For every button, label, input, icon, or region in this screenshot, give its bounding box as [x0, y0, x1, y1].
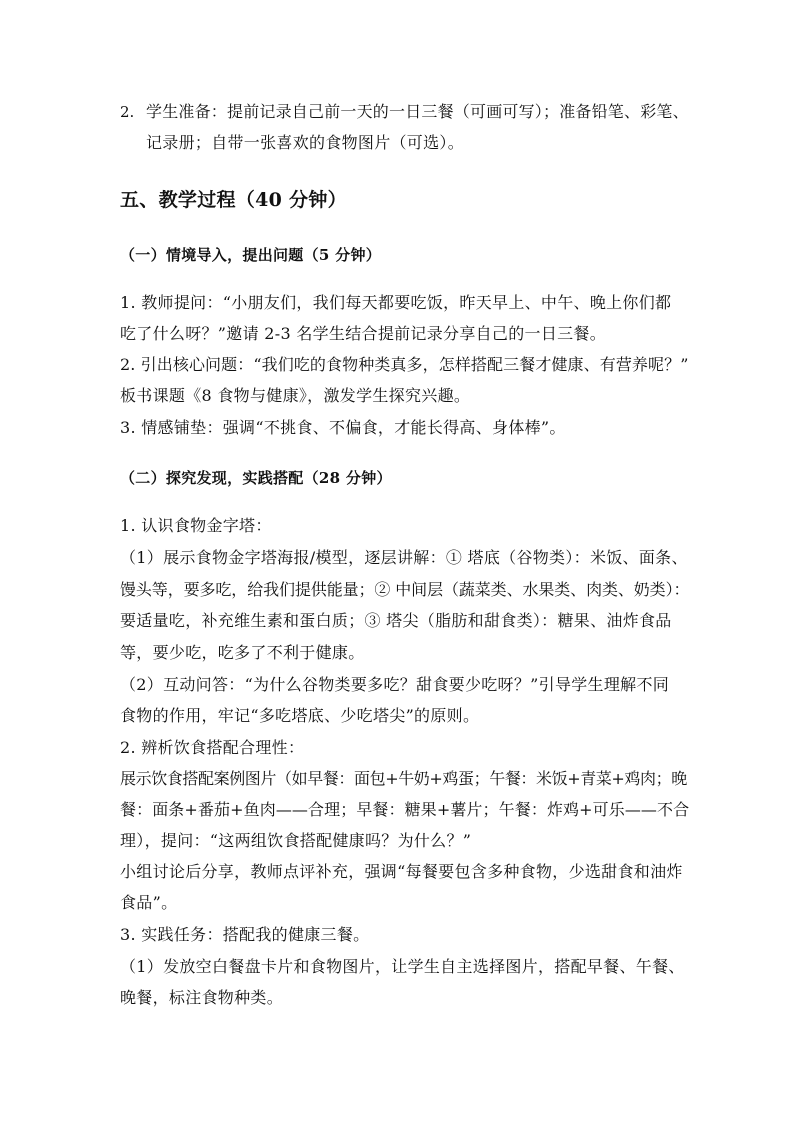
part2-line: 2. 辨析饮食搭配合理性：	[120, 738, 305, 757]
part1-line: 板书课题《8 食物与健康》，激发学生探究兴趣。	[120, 386, 471, 405]
part2-line: （1）发放空白餐盘卡片和食物图片，让学生自主选择图片，搭配早餐、午餐、	[120, 957, 685, 976]
prep-line-2: 记录册；自带一张喜欢的食物图片（可选）。	[146, 133, 465, 152]
part2-line: 晚餐，标注食物种类。	[120, 988, 284, 1007]
part2-heading: （二）探究发现，实践搭配（28 分钟）	[120, 469, 392, 487]
part2-line: 小组讨论后分享，教师点评补充，强调“每餐要包含多种食物，少选甜食和油炸	[120, 862, 683, 881]
part2-line: 馒头等，要多吃，给我们提供能量；② 中间层（蔬菜类、水果类、肉类、奶类）：	[120, 580, 690, 599]
part2-line: 理），提问：“这两组饮食搭配健康吗？为什么？”	[120, 831, 472, 850]
part2-line: （2）互动问答：“为什么谷物类要多吃？甜食要少吃呀？”引导学生理解不同	[120, 675, 670, 694]
part2-line: 餐：面条+番茄+鱼肉——合理；早餐：糖果+薯片；午餐：炸鸡+可乐——不合	[120, 800, 690, 819]
prep-line-1: 学生准备：提前记录自己前一天的一日三餐（可画可写）；准备铅笔、彩笔、	[146, 102, 689, 121]
part2-line: 要适量吃，补充维生素和蛋白质；③ 塔尖（脂肪和甜食类）：糖果、油炸食品	[120, 611, 672, 630]
part2-line: 3. 实践任务：搭配我的健康三餐。	[120, 925, 370, 944]
prep-item-number: 2.	[120, 103, 135, 121]
part2-line: 等，要少吃，吃多了不利于健康。	[120, 643, 365, 662]
part2-line: 展示饮食搭配案例图片（如早餐：面包+牛奶+鸡蛋；午餐：米饭+青菜+鸡肉；晚	[120, 769, 687, 788]
part1-line: 3. 情感铺垫：强调“不挑食、不偏食，才能长得高、身体棒”。	[120, 418, 566, 437]
part1-line: 2. 引出核心问题：“我们吃的食物种类真多，怎样搭配三餐才健康、有营养呢？”	[120, 355, 689, 374]
part2-line: 食品”。	[120, 893, 178, 912]
part2-line: （1）展示食物金字塔海报/模型，逐层讲解：① 塔底（谷物类）：米饭、面条、	[120, 548, 688, 567]
part2-line: 食物的作用，牢记“多吃塔底、少吃塔尖”的原则。	[120, 706, 480, 725]
part1-heading: （一）情境导入，提出问题（5 分钟）	[120, 246, 382, 264]
part2-line: 1. 认识食物金字塔：	[120, 516, 272, 535]
part1-line: 吃了什么呀？”邀请 2-3 名学生结合提前记录分享自己的一日三餐。	[120, 324, 607, 343]
section-title: 五、教学过程（40 分钟）	[120, 189, 347, 211]
part1-line: 1. 教师提问：“小朋友们，我们每天都要吃饭，昨天早上、中午、晚上你们都	[120, 293, 672, 312]
